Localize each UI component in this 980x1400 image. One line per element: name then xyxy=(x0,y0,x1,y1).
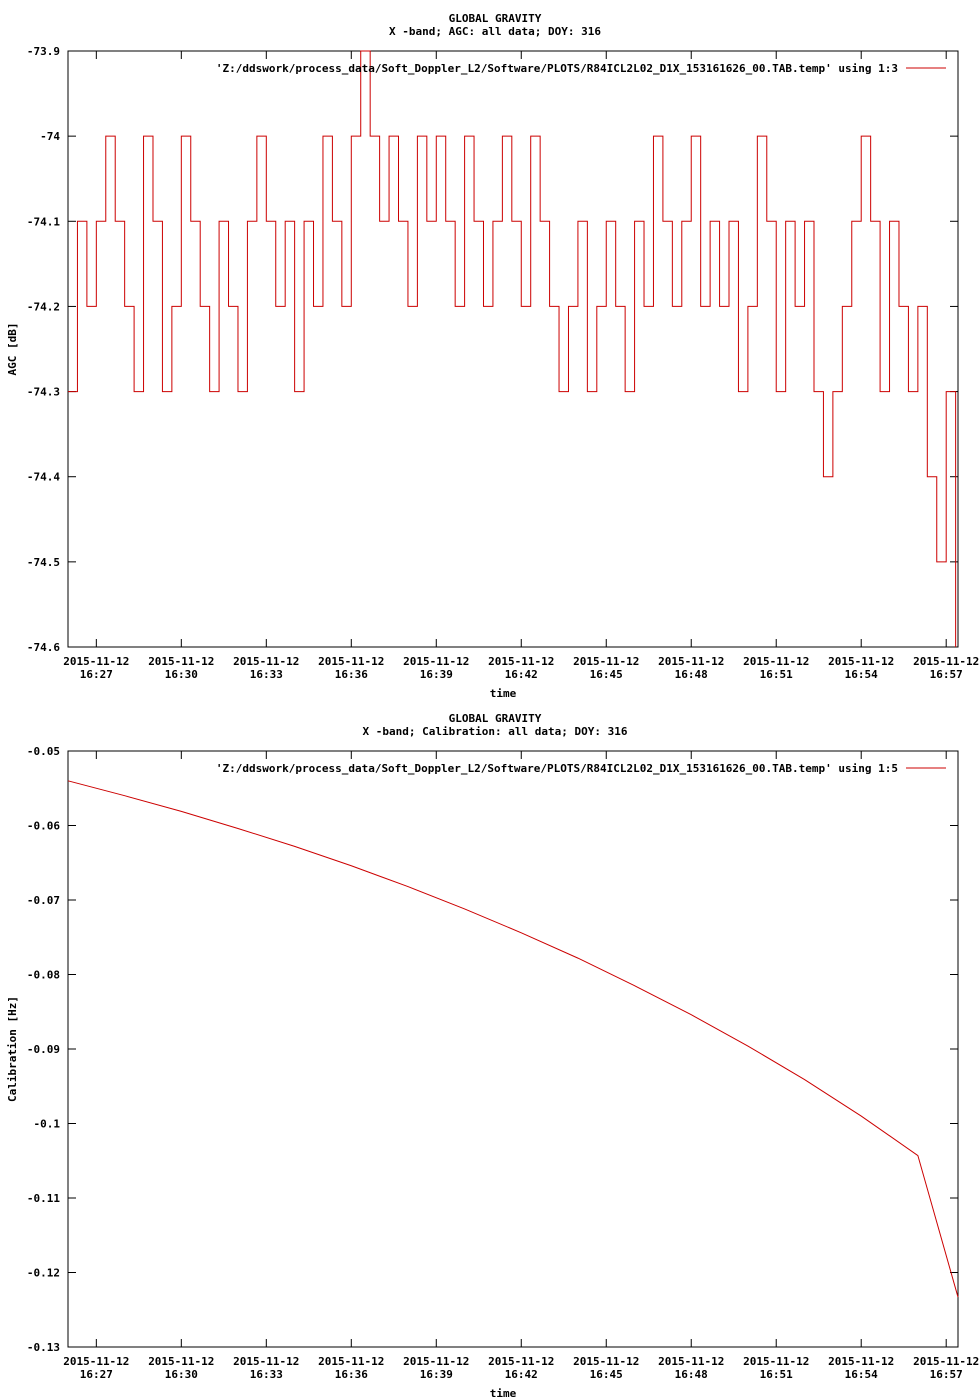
x-tick-date: 2015-11-12 xyxy=(318,655,385,668)
x-tick-date: 2015-11-12 xyxy=(148,1355,215,1368)
x-tick-date: 2015-11-12 xyxy=(403,655,470,668)
y-tick-label: -0.06 xyxy=(26,819,60,833)
x-tick-time: 16:36 xyxy=(334,1368,368,1381)
x-tick-time: 16:54 xyxy=(844,668,878,681)
x-tick-date: 2015-11-12 xyxy=(828,1355,895,1368)
x-tick-time: 16:51 xyxy=(759,1368,793,1381)
y-tick-label: -0.1 xyxy=(33,1117,60,1131)
x-tick-time: 16:42 xyxy=(504,1368,538,1381)
y-tick-label: -0.12 xyxy=(26,1266,60,1280)
x-tick-date: 2015-11-12 xyxy=(658,1355,725,1368)
x-tick-date: 2015-11-12 xyxy=(573,1355,640,1368)
y-tick-label: -0.08 xyxy=(26,968,60,982)
x-tick-time: 16:42 xyxy=(504,668,538,681)
x-tick-time: 16:27 xyxy=(79,668,113,681)
plot-frame xyxy=(68,51,958,647)
x-tick-time: 16:33 xyxy=(249,668,283,681)
y-axis-label: Calibration [Hz] xyxy=(6,996,19,1102)
chart-panel xyxy=(6,12,979,700)
y-tick-label: -74.2 xyxy=(26,300,60,314)
x-tick-time: 16:54 xyxy=(844,1368,878,1381)
x-axis-label: time xyxy=(489,1387,517,1400)
y-tick-label: -73.9 xyxy=(26,45,60,58)
series-line xyxy=(68,781,958,1297)
x-tick-time: 16:33 xyxy=(249,1368,283,1381)
x-tick-date: 2015-11-12 xyxy=(913,1355,980,1368)
x-tick-time: 16:39 xyxy=(419,1368,453,1381)
y-tick-label: -74.3 xyxy=(26,385,60,399)
x-tick-date: 2015-11-12 xyxy=(63,655,130,668)
x-tick-date: 2015-11-12 xyxy=(318,1355,385,1368)
chart-subtitle: X -band; Calibration: all data; DOY: 316 xyxy=(362,725,628,738)
y-tick-label: -74.4 xyxy=(26,470,60,484)
x-tick-date: 2015-11-12 xyxy=(743,655,810,668)
x-tick-time: 16:45 xyxy=(589,668,623,681)
x-tick-date: 2015-11-12 xyxy=(63,1355,130,1368)
x-tick-time: 16:57 xyxy=(929,668,963,681)
x-tick-date: 2015-11-12 xyxy=(913,655,980,668)
x-tick-date: 2015-11-12 xyxy=(488,655,555,668)
y-axis-label: AGC [dB] xyxy=(6,322,19,376)
x-tick-date: 2015-11-12 xyxy=(573,655,640,668)
chart-title: GLOBAL GRAVITY xyxy=(448,712,542,725)
x-tick-date: 2015-11-12 xyxy=(743,1355,810,1368)
x-tick-date: 2015-11-12 xyxy=(233,1355,300,1368)
x-tick-time: 16:27 xyxy=(79,1368,113,1381)
legend-label: 'Z:/ddswork/process_data/Soft_Doppler_L2/Software/PLOTS/R84ICL2L02_D1X_153161626_00.TAB.temp' using 1:3 xyxy=(215,62,898,75)
y-tick-label: -74 xyxy=(40,130,60,144)
chart-panel xyxy=(6,712,979,1400)
x-tick-date: 2015-11-12 xyxy=(403,1355,470,1368)
y-tick-label: -74.1 xyxy=(26,215,60,229)
series-line xyxy=(68,51,956,647)
x-tick-date: 2015-11-12 xyxy=(148,655,215,668)
chart-title: GLOBAL GRAVITY xyxy=(448,12,542,25)
x-tick-date: 2015-11-12 xyxy=(828,655,895,668)
y-tick-label: -0.05 xyxy=(26,745,60,758)
x-tick-date: 2015-11-12 xyxy=(233,655,300,668)
x-tick-date: 2015-11-12 xyxy=(658,655,725,668)
y-tick-label: -74.5 xyxy=(26,555,60,569)
x-tick-time: 16:45 xyxy=(589,1368,623,1381)
y-tick-label: -0.13 xyxy=(26,1341,60,1354)
x-tick-time: 16:30 xyxy=(164,668,198,681)
x-axis-label: time xyxy=(489,687,517,700)
y-tick-label: -0.11 xyxy=(26,1192,60,1205)
y-tick-label: -0.07 xyxy=(26,894,60,907)
y-tick-label: -74.6 xyxy=(26,641,60,654)
x-tick-time: 16:30 xyxy=(164,1368,198,1381)
y-tick-label: -0.09 xyxy=(26,1043,60,1056)
plot-frame xyxy=(68,751,958,1347)
x-tick-time: 16:57 xyxy=(929,1368,963,1381)
x-tick-time: 16:36 xyxy=(334,668,368,681)
x-tick-time: 16:39 xyxy=(419,668,453,681)
legend-label: 'Z:/ddswork/process_data/Soft_Doppler_L2/Software/PLOTS/R84ICL2L02_D1X_153161626_00.TAB.temp' using 1:5 xyxy=(215,762,898,775)
x-tick-time: 16:48 xyxy=(674,668,708,681)
x-tick-time: 16:51 xyxy=(759,668,793,681)
chart-subtitle: X -band; AGC: all data; DOY: 316 xyxy=(389,25,601,38)
x-tick-date: 2015-11-12 xyxy=(488,1355,555,1368)
x-tick-time: 16:48 xyxy=(674,1368,708,1381)
